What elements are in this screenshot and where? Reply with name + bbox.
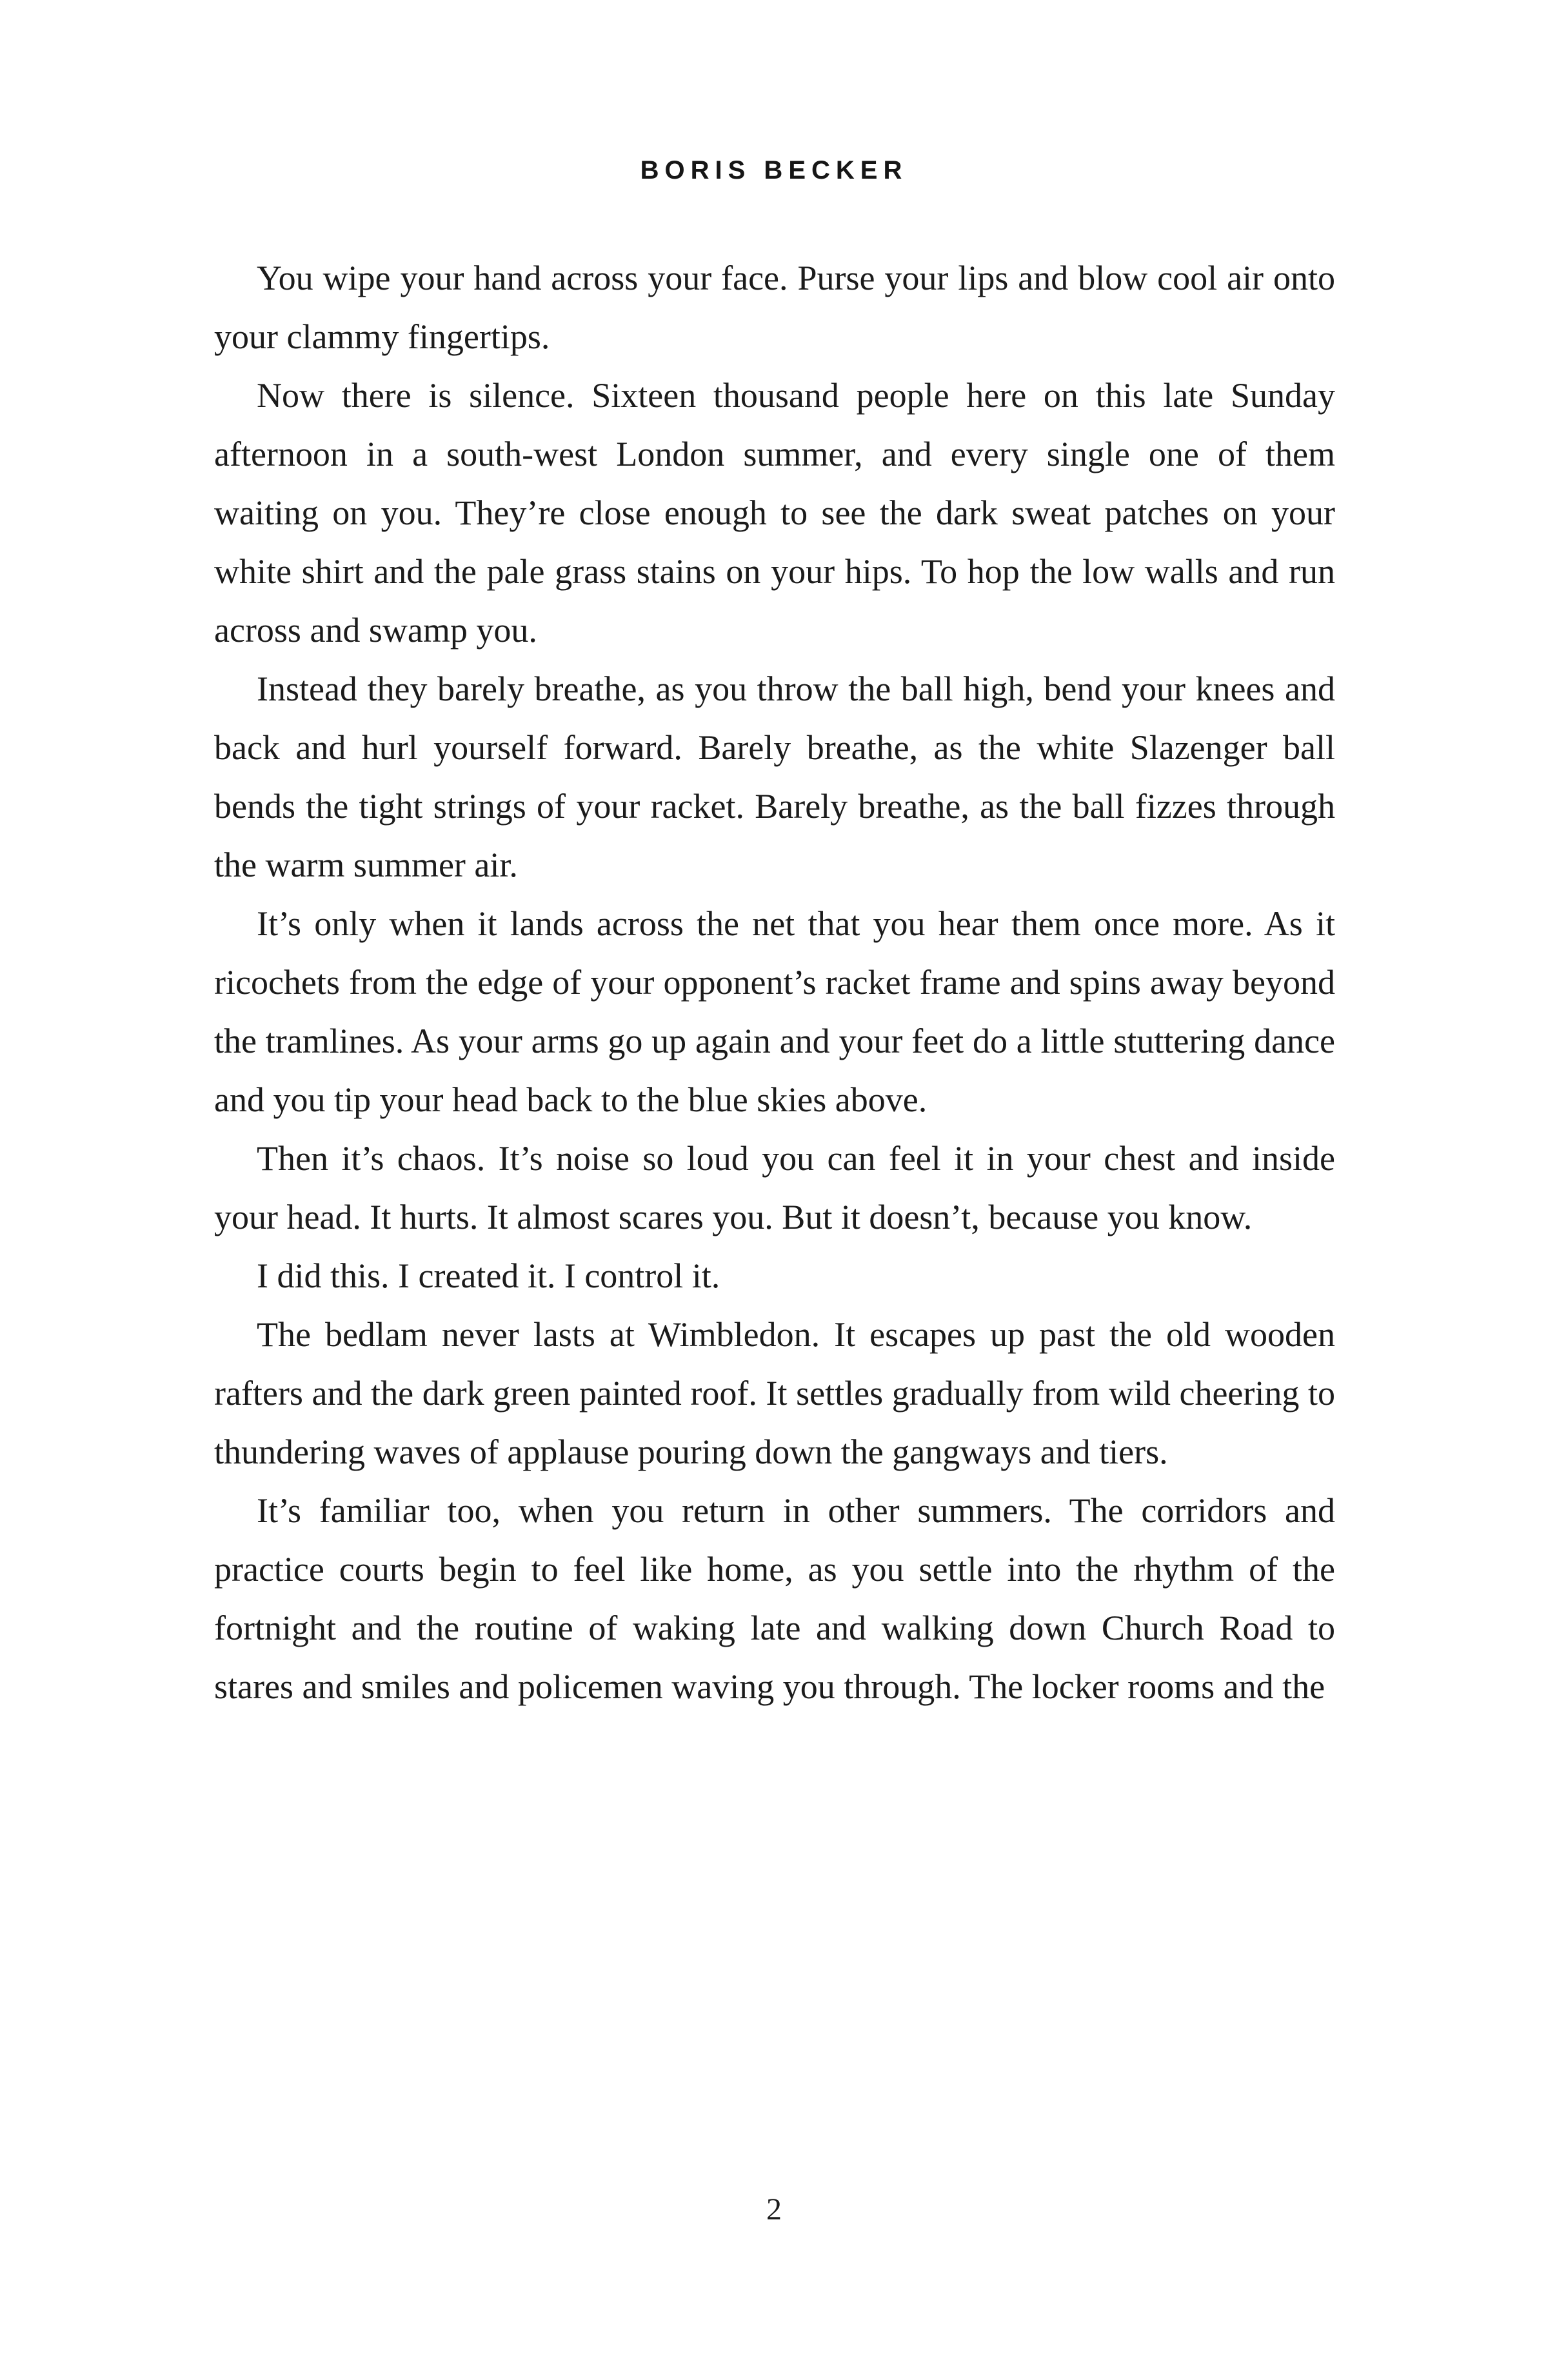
paragraph: The bedlam never lasts at Wimbledon. It escapes up past the old wooden rafters and the dark green painted roof. It settles gradually from wild cheering to thundering waves of applause pouring down the gangways and tiers. bbox=[214, 1315, 1335, 1471]
page-body bbox=[214, 249, 1335, 1716]
page-number: 2 bbox=[766, 2192, 782, 2226]
paragraph: I did this. I created it. I control it. bbox=[257, 1256, 720, 1295]
paragraph: You wipe your hand across your face. Purse your lips and blow cool air onto your clammy fingertips. bbox=[214, 259, 1335, 356]
paragraph: It’s only when it lands across the net that you hear them once more. As it ricochets from the edge of your opponent’s racket frame and spins away beyond the tramlines. As your arms go up again and your feet do a little stuttering dance and you tip your head back to the blue skies above. bbox=[214, 904, 1335, 1119]
running-header: BORIS BECKER bbox=[640, 156, 908, 184]
paragraph: Then it’s chaos. It’s noise so loud you can feel it in your chest and inside your head. It hurts. It almost scares you. But it doesn’t, because you know. bbox=[214, 1139, 1335, 1236]
paragraph: Now there is silence. Sixteen thousand people here on this late Sunday afternoon in a south-west London summer, and every single one of them waiting on you. They’re close enough to see the dark sweat patches on your white shirt and the pale grass stains on your hips. To hop the low walls and run across and swamp you. bbox=[214, 376, 1335, 650]
paragraph: It’s familiar too, when you return in other summers. The corridors and practice courts begin to feel like home, as you settle into the rhythm of the fortnight and the routine of waking late and walking down Church Road to stares and smiles and policemen waving you through. The locker rooms and the bbox=[214, 1491, 1335, 1706]
paragraph: Instead they barely breathe, as you throw the ball high, bend your knees and back and hurl yourself forward. Barely breathe, as the white Slazenger ball bends the tight strings of your racket. Barely breathe, as the ball fizzes through the warm summer air. bbox=[214, 669, 1335, 884]
